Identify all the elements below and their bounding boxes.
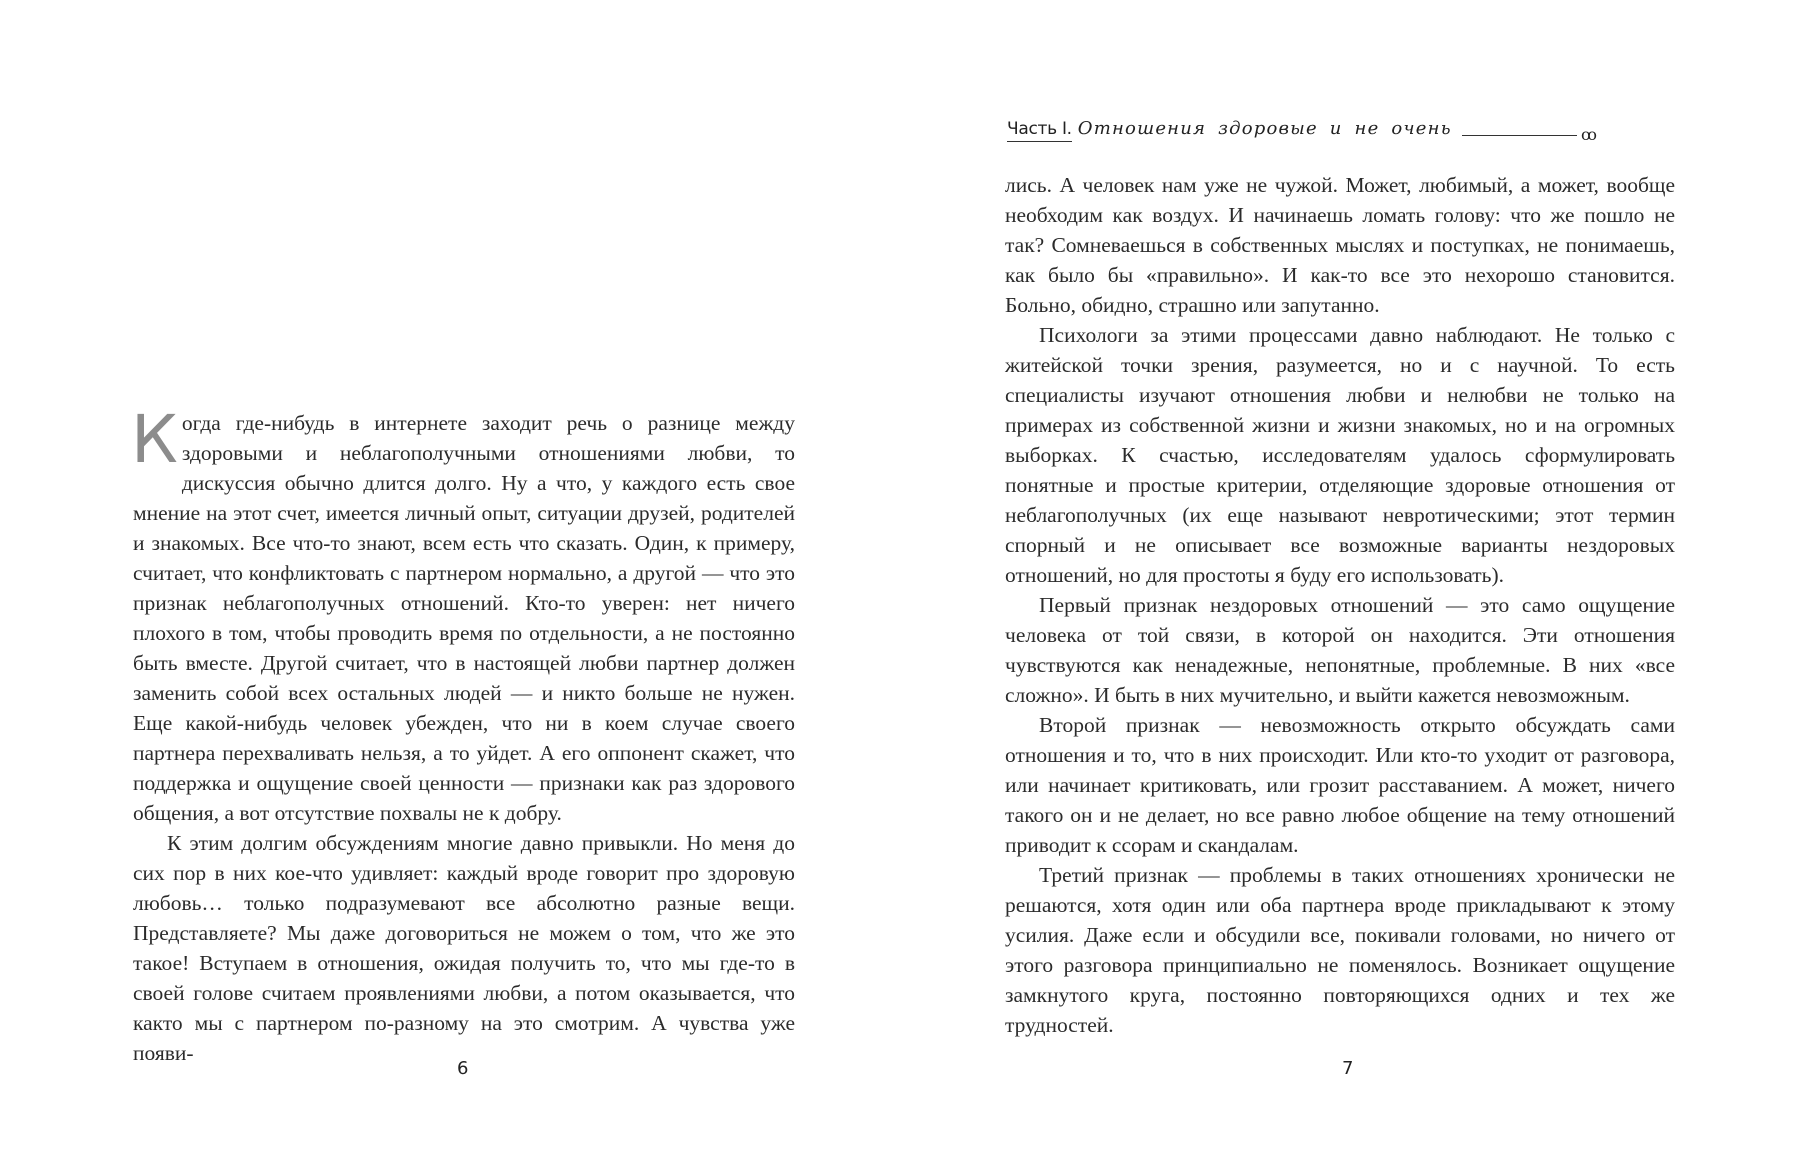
left-page-body	[131, 401, 795, 1068]
swirl-ornament-icon: ꝏ	[1581, 125, 1597, 144]
paragraph: лись. А человек нам уже не чужой. Может, любимый, а может, вообще необходим как воздух. И начинаешь ломать голову: что же пошло не так? Сомневаешься в собственных мыслях и поступках, не понимаешь, как было бы «правильно». И как-то все это нехорошо становится. Больно, обидно, страшно или запутанно.	[1005, 173, 1675, 317]
page-number: 7	[1342, 1058, 1354, 1079]
part-label: Часть I.	[1007, 119, 1072, 142]
right-page-body	[1005, 170, 1675, 1040]
header-rule	[1462, 125, 1597, 144]
paragraph	[131, 401, 795, 828]
chapter-title: Отношения здоровые и не очень	[1077, 118, 1452, 139]
paragraph: Психологи за этими процессами давно наблюдают. Не только с житейской точки зрения, разумеется, но и с научной. То есть специалисты изучают отношения любви и нелюбви не только на примерах из собственной жизни и жизни знакомых, но и на огромных выборках. К счастью, исследователям удалось сформулировать понятные и простые критерии, отделяющие здоровые отношения от неблагополучных (их еще называют невротическими; этот термин спорный и не описывает все возможные варианты нездоровых отношений, но для простоты я буду его использовать).	[1005, 323, 1675, 587]
paragraph: Второй признак — невозможность открыто обсуждать сами отношения и то, что в них происходит. Или кто-то уходит от разговора, или начинает критиковать, или грозит расставанием. А может, ничего такого он и не делает, но все равно любое общение на тему отношений приводит к ссорам и скандалам.	[1005, 713, 1675, 857]
paragraph: Третий признак — проблемы в таких отношениях хронически не решаются, хотя один или оба партнера вроде прикладывают к этому усилия. Даже если и обсудили все, покивали головами, но ничего от этого разговора принципиально не поменялось. Возникает ощущение замкнутого круга, постоянно повторяющихся одних и тех же трудностей.	[1005, 863, 1675, 1037]
page-number: 6	[457, 1058, 469, 1079]
paragraph-text: огда где-нибудь в интернете заходит речь о разнице между здоровыми и неблагополучными отношениями любви, то дискуссия обычно длится долго. Ну а что, у каждого есть свое мнение на этот счет, имеется личный опыт, ситуации друзей, родителей и знакомых. Все что-то знают, всем есть что сказать. Один, к примеру, считает, что конфликтовать с партнером нормально, а другой — что это признак неблагополучных отношений. Кто-то уверен: нет ничего плохого в том, чтобы проводить время по отдельности, а не постоянно быть вместе. Другой считает, что в настоящей любви партнер должен заменить собой всех остальных людей — и никто больше не нужен. Еще какой-нибудь человек убежден, что ни в коем случае своего партнера перехваливать нельзя, а то уйдет. А его оппонент скажет, что поддержка и ощущение своей ценности — признаки как раз здорового общения, а вот отсутствие похвалы не к добру.	[133, 411, 795, 825]
running-head	[1007, 110, 1597, 144]
paragraph: К этим долгим обсуждениям многие давно привыкли. Но меня до сих пор в них кое-что удивляет: каждый вроде говорит про здоровую любовь… только подразумевают все абсолютно разные вещи. Представляете? Мы даже договориться не можем о том, что же это такое! Вступаем в отношения, ожидая получить то, что мы где-то в своей голове считаем проявлениями любви, а потом оказывается, что както мы с партнером по-разному на это смотрим. А чувства уже появи-	[133, 831, 795, 1065]
drop-cap: К	[131, 401, 178, 478]
paragraph: Первый признак нездоровых отношений — это само ощущение человека от той связи, в которой он находится. Эти отношения чувствуются как ненадежные, непонятные, проблемные. В них «все сложно». И быть в них мучительно, и выйти кажется невозможным.	[1005, 593, 1675, 707]
right-page	[900, 0, 1800, 1164]
